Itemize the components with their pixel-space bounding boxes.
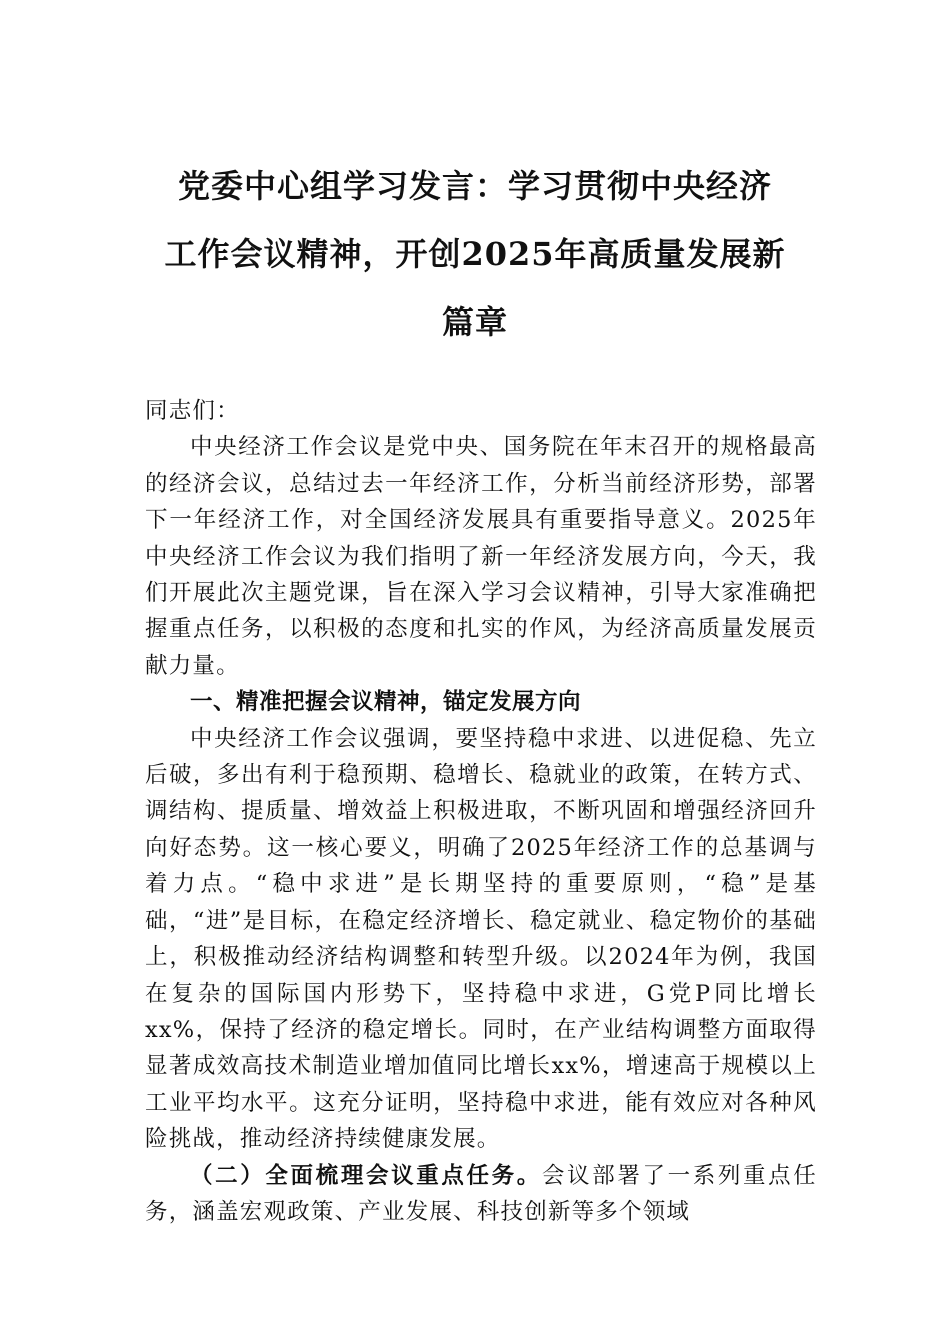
paragraph-intro: 中央经济工作会议是党中央、国务院在年末召开的规格最高的经济会议，总结过去一年经济工作，分析当前经济形势，部署下一年经济工作，对全国经济发展具有重要指导意义。2025年中央经济工作会议为我们指明了新一年经济发展方向，今天，我们开展此次主题党课，旨在深入学习会议精神，引导大家准确把握重点任务，以积极的态度和扎实的作风，为经济高质量发展贡献力量。 <box>145 434 817 679</box>
title-line: 工作会议精神，开创2025年高质量发展新 <box>164 235 786 273</box>
title-line: 篇章 <box>441 303 508 341</box>
paragraph-section-1: 中央经济工作会议强调，要坚持稳中求进、以进促稳、先立后破，多出有利于稳预期、稳增长、稳就业的政策，在转方式、调结构、提质量、增效益上积极进取，不断巩固和增强经济回升向好态势。这一核心要义，明确了2025年经济工作的总基调与着力点。“稳中求进”是长期坚持的重要原则，“稳”是基础，“进”是目标，在稳定经济增长、稳定就业、稳定物价的基础上，积极推动经济结构调整和转型升级。以2024年为例，我国在复杂的国际国内形势下，坚持稳中求进，G党P同比增长xx%，保持了经济的稳定增长。同时，在产业结构调整方面取得显著成效高技术制造业增加值同比增长xx%，增速高于规模以上工业平均水平。这充分证明，坚持稳中求进，能有效应对各种风险挑战，推动经济持续健康发展。 <box>145 725 817 1153</box>
document-body <box>145 393 817 1230</box>
title-line: 党委中心组学习发言：学习贯彻中央经济 <box>177 167 772 205</box>
section-heading: 一、精准把握会议精神，锚定发展方向 <box>190 689 582 716</box>
subsection-heading: （二）全面梳理会议重点任务。 <box>190 1162 542 1189</box>
salutation: 同志们： <box>145 398 240 424</box>
paragraph-subsection-2 <box>145 1158 817 1231</box>
subsection-text: 会议部署了一系列重点任务，涵盖宏观政策、产业发展、科技创新等多个领域 <box>145 1162 817 1225</box>
document-title <box>140 152 810 356</box>
